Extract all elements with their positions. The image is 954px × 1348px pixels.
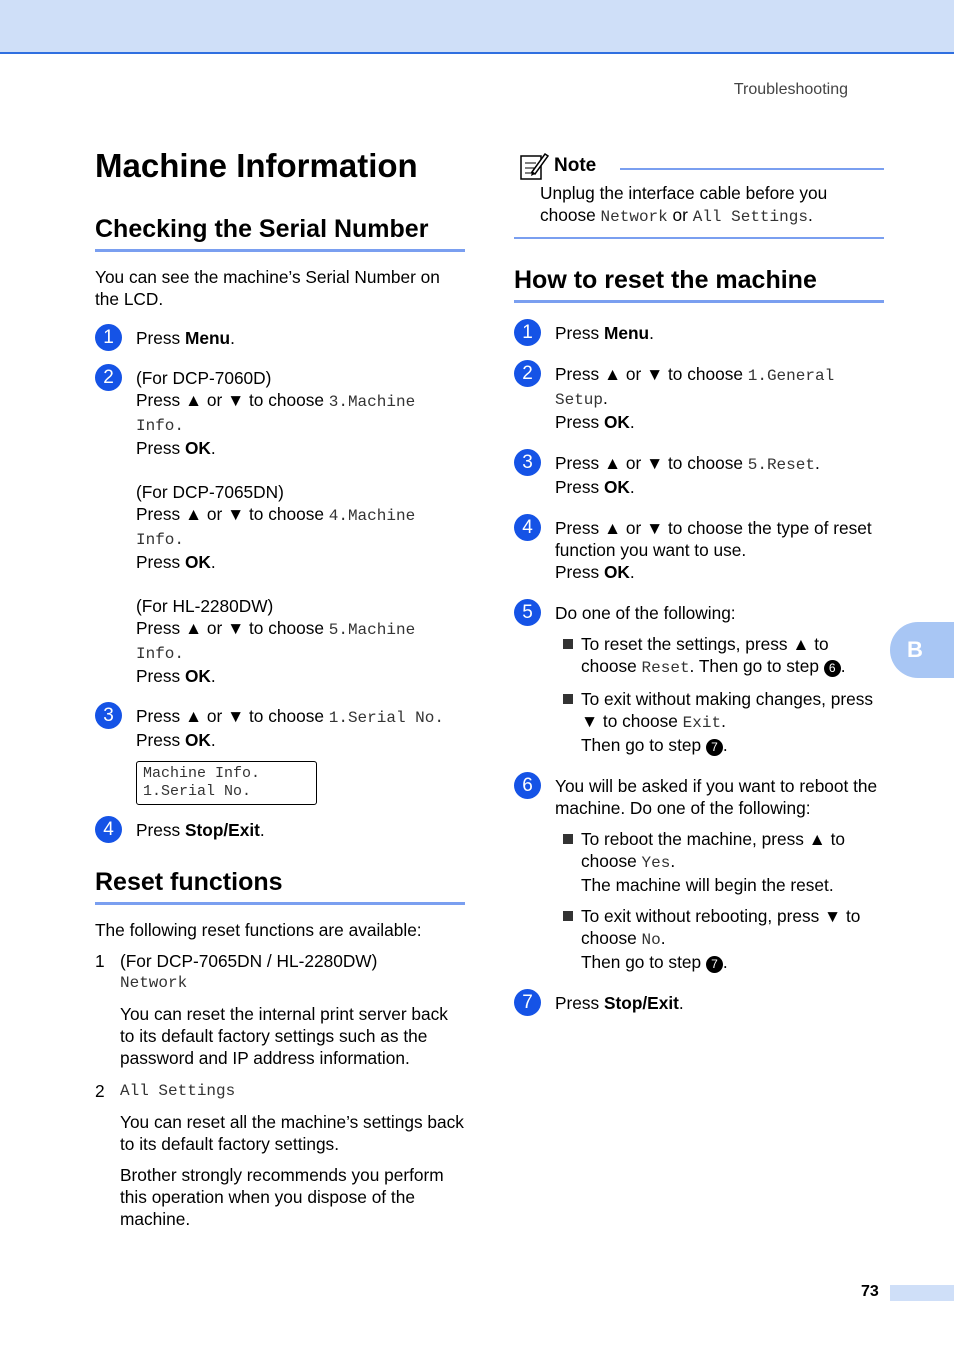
step-number: 6: [514, 772, 541, 799]
model-block: (For DCP-7065DN) Press ▲ or ▼ to choose 4.Machine Info. Press OK.: [136, 482, 416, 572]
reset-step-1: 1 Press Menu.: [514, 322, 884, 344]
step-number: 3: [514, 449, 541, 476]
down-arrow-icon: ▼: [646, 364, 664, 384]
step-number: 4: [95, 816, 122, 843]
down-arrow-icon: ▼: [227, 618, 245, 638]
step-ref-icon: 6: [824, 660, 841, 677]
stop-exit-key: Stop/Exit: [603, 993, 679, 1013]
step-number: 2: [95, 364, 122, 391]
step-number: 1: [95, 324, 122, 351]
lcd-menu-code: 5.Reset: [747, 456, 815, 474]
reset-item-2: 2 All Settings You can reset all the machine’s settings back to its default factory settings. Brother strongly recommends you perform this operation when you dispose of the machine.: [95, 1081, 464, 1229]
reset-step-7: 7 Press Stop/Exit.: [514, 992, 884, 1014]
model-block: (For HL-2280DW) Press ▲ or ▼ to choose 5.Machine Info. Press OK.: [136, 596, 416, 686]
reset-intro: The following reset functions are available:: [95, 920, 422, 940]
down-arrow-icon: ▼: [646, 453, 664, 473]
step-ref-icon: 7: [706, 956, 723, 973]
ok-key: OK: [603, 477, 630, 497]
down-arrow-icon: ▼: [581, 711, 599, 731]
lcd-display: Machine Info. 1.Serial No.: [136, 761, 317, 805]
step-number: 4: [514, 514, 541, 541]
note-pencil-icon: [518, 150, 550, 182]
section-heading-reset-functions: Reset functions: [95, 867, 465, 905]
serial-step-4: 4 Press Stop/Exit.: [95, 819, 465, 841]
ok-key: OK: [184, 438, 211, 458]
ok-key: OK: [184, 730, 211, 750]
ok-key: OK: [603, 562, 630, 582]
up-arrow-icon: ▲: [184, 706, 203, 726]
lcd-menu-code: 1.General Setup: [555, 367, 835, 409]
left-column: [95, 140, 465, 1230]
stop-exit-key: Stop/Exit: [184, 820, 260, 840]
right-column: [514, 150, 884, 1014]
step-number: 1: [514, 319, 541, 346]
serial-step-1: 1 Press Menu.: [95, 327, 465, 349]
lcd-menu-code: 3.Machine Info.: [136, 393, 416, 435]
serial-step-2: [95, 367, 465, 687]
reset-step-6: 6 You will be asked if you want to reboot the machine. Do one of the following: To reboot the machine, press ▲ to choose Yes. The machine will begin the reset. To exit without rebooting, press ▼ to choose No. Then go to step 7 .: [514, 775, 884, 973]
step-number: 5: [514, 599, 541, 626]
up-arrow-icon: ▲: [184, 390, 203, 410]
option-reboot: To reboot the machine, press ▲ to choose Yes. The machine will begin the reset.: [555, 828, 884, 896]
menu-key: Menu: [603, 323, 650, 343]
down-arrow-icon: ▼: [227, 390, 245, 410]
down-arrow-icon: ▼: [646, 518, 664, 538]
up-arrow-icon: ▲: [603, 518, 622, 538]
up-arrow-icon: ▲: [184, 504, 203, 524]
reset-step-5: 5 Do one of the following: To reset the settings, press ▲ to choose Reset. Then go to step 6 . To exit without making changes, press ▼ to choose Exit. Then go to step 7 .: [514, 602, 884, 756]
lcd-menu-code: 4.Machine Info.: [136, 507, 416, 549]
reset-code: All Settings: [120, 1082, 236, 1100]
up-arrow-icon: ▲: [184, 618, 203, 638]
footer-bar: [890, 1285, 954, 1301]
option-reset: To reset the settings, press ▲ to choose Reset. Then go to step 6 .: [555, 633, 884, 679]
lcd-menu-code: 5.Machine Info.: [136, 621, 416, 663]
chapter-tab: B: [890, 622, 954, 678]
reset-step-3: 3 Press ▲ or ▼ to choose 5.Reset. Press OK.: [514, 452, 884, 498]
page-title: Machine Information: [95, 147, 418, 184]
serial-step-3: 3 Press ▲ or ▼ to choose 1.Serial No. Press OK. Machine Info. 1.Serial No.: [95, 705, 465, 805]
up-arrow-icon: ▲: [603, 364, 622, 384]
option-no-reboot: To exit without rebooting, press ▼ to choose No. Then go to step 7 .: [555, 905, 884, 973]
ok-key: OK: [184, 552, 211, 572]
reset-code: Network: [120, 974, 188, 992]
option-exit: To exit without making changes, press ▼ to choose Exit. Then go to step 7 .: [555, 688, 884, 756]
lcd-menu-code: 1.Serial No.: [328, 709, 444, 727]
down-arrow-icon: ▼: [227, 706, 245, 726]
up-arrow-icon: ▲: [808, 829, 826, 849]
page-number: 73: [861, 1283, 879, 1300]
serial-intro: You can see the machine’s Serial Number on the LCD.: [95, 267, 440, 309]
up-arrow-icon: ▲: [792, 634, 810, 654]
menu-key: Menu: [184, 328, 231, 348]
reset-item-1: 1 (For DCP-7065DN / HL-2280DW) Network You can reset the internal print server back to its default factory settings such as the password and IP address information.: [95, 950, 465, 1069]
ok-key: OK: [603, 412, 630, 432]
note-box: [514, 150, 884, 239]
up-arrow-icon: ▲: [603, 453, 622, 473]
down-arrow-icon: ▼: [227, 504, 245, 524]
section-heading-how-to-reset: How to reset the machine: [514, 265, 884, 303]
running-title: Troubleshooting: [733, 81, 848, 98]
reset-step-2: 2 Press ▲ or ▼ to choose 1.General Setup. Press OK.: [514, 363, 884, 433]
step-number: 2: [514, 360, 541, 387]
step-ref-icon: 7: [706, 739, 723, 756]
down-arrow-icon: ▼: [824, 906, 842, 926]
step-number: 7: [514, 989, 541, 1016]
section-heading-serial: Checking the Serial Number: [95, 214, 465, 252]
note-label: Note: [554, 155, 597, 176]
reset-step-4: 4 Press ▲ or ▼ to choose the type of reset function you want to use. Press OK.: [514, 517, 884, 583]
model-block: (For DCP-7060D) Press ▲ or ▼ to choose 3.Machine Info. Press OK.: [136, 368, 416, 458]
header-band: [0, 0, 954, 54]
ok-key: OK: [184, 666, 211, 686]
step-number: 3: [95, 702, 122, 729]
note-text: Unplug the interface cable before you choose Network or All Settings.: [540, 183, 828, 226]
